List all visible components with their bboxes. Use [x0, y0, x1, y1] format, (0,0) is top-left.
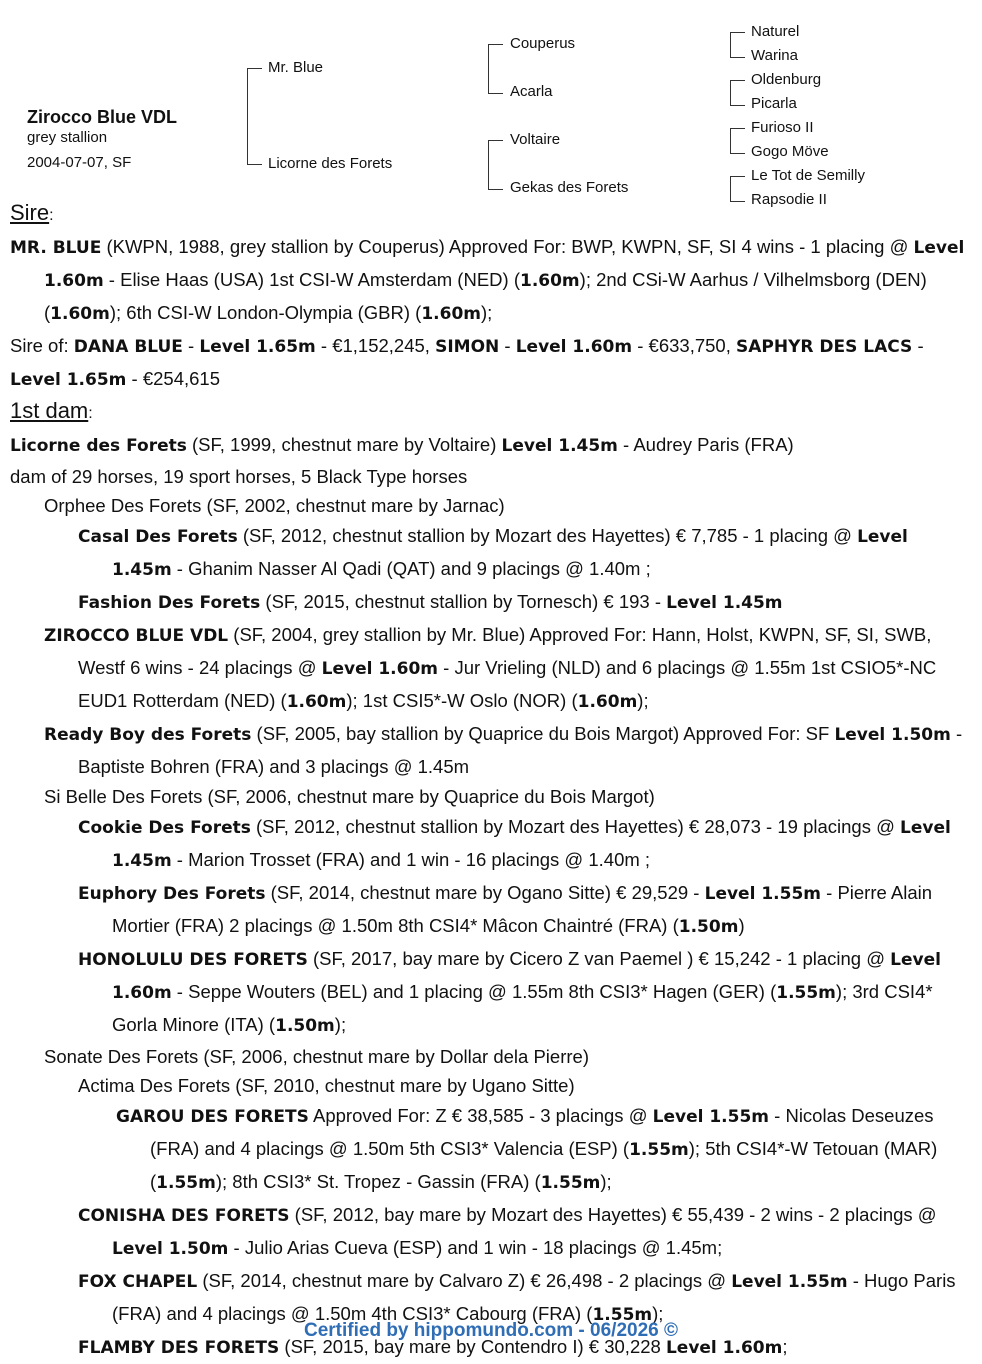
offspring-zirocco: ZIROCCO BLUE VDL (SF, 2004, grey stallion by Mr. Blue) Approved For: Hann, Holst, KWPN, SF, SI, SWB, Westf 6 wins - 24 placings @ Level 1.60m - Jur Vrieling (NLD) and 6 placings @ 1.55m 1st CSIO5*-NC EUD1 Rotterdam (NED) (1.60m); 1st CSI5*-W Oslo (NOR) (1.60m); — [44, 624, 937, 712]
gen3-cell: Naturel — [751, 23, 800, 40]
dam-stats: dam of 29 horses, 19 sport horses, 5 Black Type horses — [10, 466, 468, 487]
horse-color: grey stallion — [27, 129, 108, 146]
dam-cell: Licorne des Forets — [268, 155, 393, 172]
gen3-cell: Gogo Möve — [751, 143, 829, 160]
gen2-cell: Gekas des Forets — [510, 179, 629, 196]
pedigree-report — [10, 198, 972, 1364]
offspring-euphory: Euphory Des Forets (SF, 2014, chestnut mare by Ogano Sitte) € 29,529 - Level 1.55m - Pierre Alain Mortier (FRA) 2 placings @ 1.50m 8th CSI4* Mâcon Chaintré (FRA) (1.50m) — [78, 882, 933, 937]
offspring-conisha: CONISHA DES FORETS (SF, 2012, bay mare by Mozart des Hayettes) € 55,439 - 2 wins - 2 placings @ Level 1.50m - Julio Arias Cueva (ESP) and 1 win - 18 placings @ 1.45m; — [78, 1204, 937, 1259]
offspring-fox-chapel: FOX CHAPEL (SF, 2014, chestnut mare by Calvaro Z) € 26,498 - 2 placings @ Level 1.55m - Hugo Paris (FRA) and 4 placings @ 1.50m 4th CSI3* Cabourg (FRA) (1.55m); — [78, 1270, 956, 1325]
pedigree-bracket — [488, 140, 503, 190]
gen3-cell: Picarla — [751, 95, 797, 112]
gen3-cell: Le Tot de Semilly — [751, 167, 865, 184]
pedigree-chart — [0, 0, 982, 210]
pedigree-bracket — [247, 68, 262, 165]
offspring-honolulu: HONOLULU DES FORETS (SF, 2017, bay mare by Cicero Z van Paemel ) € 15,242 - 1 placing @ Level 1.60m - Seppe Wouters (BEL) and 1 placing @ 1.55m 8th CSI3* Hagen (GER) (1.55m); 3rd CSI4* Gorla Minore (ITA) (1.50m); — [78, 948, 941, 1036]
gen3-cell: Rapsodie II — [751, 191, 827, 208]
offspring-orphee: Orphee Des Forets (SF, 2002, chestnut mare by Jarnac) — [44, 495, 505, 516]
sire-offspring: Sire of: DANA BLUE - Level 1.65m - €1,152,245, SIMON - Level 1.60m - €633,750, SAPHYR DES LACS - Level 1.65m - €254,615 — [10, 335, 924, 390]
offspring-fashion: Fashion Des Forets (SF, 2015, chestnut stallion by Tornesch) € 193 - Level 1.45m — [78, 591, 783, 613]
offspring-flamby: FLAMBY DES FORETS (SF, 2015, bay mare by Contendro I) € 30,228 Level 1.60m; — [78, 1336, 788, 1358]
offspring-garou: GAROU DES FORETS Approved For: Z € 38,585 - 3 placings @ Level 1.55m - Nicolas Deseuzes (FRA) and 4 placings @ 1.50m 5th CSI3* Valencia (ESP) (1.55m); 5th CSI4*-W Tetouan (MAR) (1.55m); 8th CSI3* St. Tropez - Gassin (FRA) (1.55m); — [116, 1105, 938, 1193]
dam-entry: Licorne des Forets (SF, 1999, chestnut mare by Voltaire) Level 1.45m - Audrey Paris (FRA) — [10, 434, 794, 456]
offspring-casal: Casal Des Forets (SF, 2012, chestnut stallion by Mozart des Hayettes) € 7,785 - 1 placing @ Level 1.45m - Ghanim Nasser Al Qadi (QAT) and 9 placings @ 1.40m ; — [78, 525, 908, 580]
gen3-cell: Oldenburg — [751, 71, 822, 88]
sire-entry: MR. BLUE (KWPN, 1988, grey stallion by Couperus) Approved For: BWP, KWPN, SF, SI 4 wins - 1 placing @ Level 1.60m - Elise Haas (USA) 1st CSI-W Amsterdam (NED) (1.60m); 2nd CSi-W Aarhus / Vilhelmsborg (DEN) (1.60m); 6th CSI-W London-Olympia (GBR) (1.60m); — [10, 236, 965, 324]
horse-birth: 2004-07-07, SF — [27, 154, 132, 171]
gen2-cell: Voltaire — [510, 131, 561, 148]
offspring-ready-boy: Ready Boy des Forets (SF, 2005, bay stallion by Quaprice du Bois Margot) Approved For: SF Level 1.50m - Baptiste Bohren (FRA) and 3 placings @ 1.45m — [44, 723, 963, 777]
pedigree-bracket — [488, 44, 503, 94]
gen2-cell: Couperus — [510, 35, 576, 52]
offspring-cookie: Cookie Des Forets (SF, 2012, chestnut stallion by Mozart des Hayettes) € 28,073 - 19 placings @ Level 1.45m - Marion Trosset (FRA) and 1 win - 16 placings @ 1.40m ; — [78, 816, 951, 871]
gen2-cell: Acarla — [510, 83, 553, 100]
certification-footer: Certified by hippomundo.com - 06/2026 © — [303, 1320, 678, 1341]
pedigree-bracket — [730, 80, 745, 106]
pedigree-bracket — [730, 128, 745, 154]
gen3-cell: Warina — [751, 47, 798, 64]
offspring-sonate: Sonate Des Forets (SF, 2006, chestnut mare by Dollar dela Pierre) — [44, 1046, 589, 1067]
horse-name: Zirocco Blue VDL — [27, 107, 178, 127]
offspring-si-belle: Si Belle Des Forets (SF, 2006, chestnut mare by Quaprice du Bois Margot) — [44, 786, 655, 807]
dam-heading: 1st dam: — [10, 398, 93, 423]
gen3-cell: Furioso II — [751, 119, 814, 136]
sire-heading: Sire: — [10, 200, 54, 225]
sire-cell: Mr. Blue — [268, 59, 324, 76]
pedigree-bracket — [730, 32, 745, 58]
offspring-actima: Actima Des Forets (SF, 2010, chestnut mare by Ugano Sitte) — [78, 1075, 575, 1096]
